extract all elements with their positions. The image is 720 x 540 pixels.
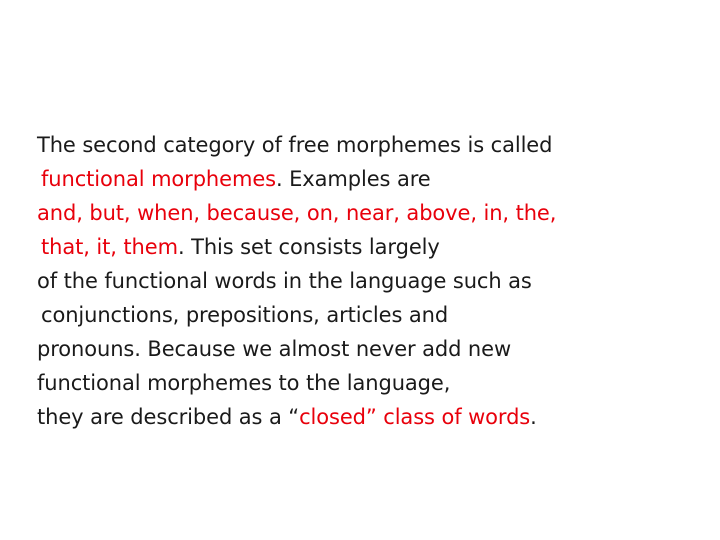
text-segment: . This set consists largely [177, 235, 440, 259]
text-segment: conjunctions, prepositions, articles and [41, 303, 449, 327]
text-line [37, 297, 707, 333]
text-segment: of the functional words in the language such as [37, 269, 532, 293]
highlighted-term: and, but, when, because, on, near, above, in, the, [37, 201, 557, 225]
text-segment: The second category of free morphemes is called [37, 133, 553, 157]
text-line [37, 129, 707, 161]
body-text [37, 129, 707, 433]
highlighted-term: functional morphemes [41, 167, 276, 191]
highlighted-term: that, it, them [41, 235, 178, 259]
text-line [37, 401, 707, 433]
text-segment: . [530, 405, 537, 429]
text-line [37, 197, 707, 229]
text-segment: pronouns. Because we almost never add new [37, 337, 512, 361]
highlighted-term: closed” class of words [299, 405, 531, 429]
text-line [37, 265, 707, 297]
text-segment: they are described as a “ [37, 405, 300, 429]
text-line [37, 365, 707, 401]
text-line [37, 333, 707, 365]
text-segment: . Examples are [275, 167, 431, 191]
text-line [37, 161, 707, 197]
text-segment: functional morphemes to the language, [37, 371, 451, 395]
text-line [37, 229, 707, 265]
